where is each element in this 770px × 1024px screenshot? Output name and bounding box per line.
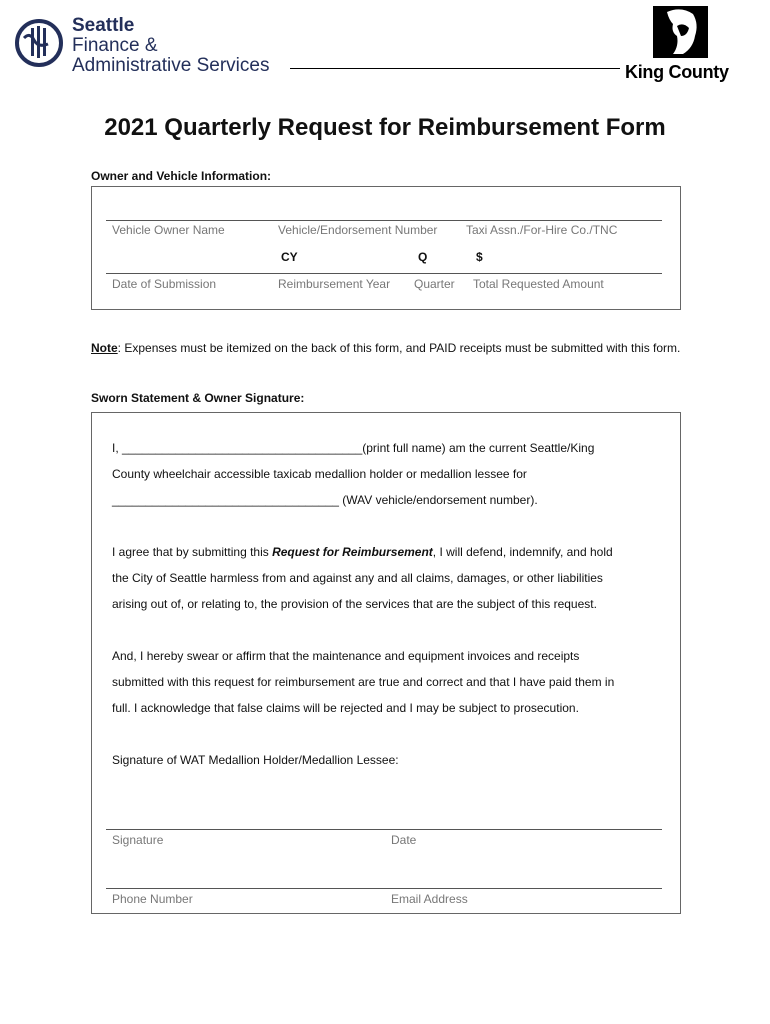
agree-emphasis: Request for Reimbursement — [272, 545, 433, 559]
king-county-logo — [653, 6, 708, 58]
note-label: Note — [91, 341, 118, 355]
seattle-name-line3: Administrative Services — [72, 55, 270, 76]
phone-number-label: Phone Number — [112, 892, 193, 906]
year-prefix: CY — [281, 250, 298, 264]
vehicle-number-label: Vehicle/Endorsement Number — [278, 223, 438, 237]
note-text: : Expenses must be itemized on the back of this form, and PAID receipts must be submitted with this form. — [117, 341, 681, 355]
owner-section-heading: Owner and Vehicle Information: — [91, 169, 272, 183]
date-of-submission-label: Date of Submission — [112, 277, 217, 291]
king-county-name: King County — [625, 62, 729, 82]
signature-heading: Signature of WAT Medallion Holder/Medallion Lessee: — [112, 753, 399, 767]
note-paragraph — [91, 340, 691, 357]
seattle-name-line1: Seattle — [72, 15, 135, 36]
sworn-line-5: the City of Seattle harmless from and against any and all claims, damages, or other liabilities — [112, 571, 603, 585]
taxi-assn-label: Taxi Assn./For-Hire Co./TNC — [466, 223, 618, 237]
owner-name-label: Vehicle Owner Name — [112, 223, 225, 237]
sworn-agree-line — [112, 539, 613, 565]
signature-line[interactable] — [106, 829, 662, 830]
contact-line[interactable] — [106, 888, 662, 889]
sworn-line-3: __________________________________ (WAV vehicle/endorsement number). — [112, 493, 538, 507]
amount-prefix: $ — [476, 250, 483, 264]
email-address-label: Email Address — [391, 892, 468, 906]
agree-before: I agree that by submitting this — [112, 545, 273, 559]
header-divider — [290, 68, 620, 69]
sworn-line-6: arising out of, or relating to, the provision of the services that are the subject of this request. — [112, 597, 597, 611]
agree-after: , I will defend, indemnify, and hold — [432, 545, 613, 559]
date-label: Date — [391, 833, 417, 847]
owner-row2-line[interactable] — [106, 273, 662, 274]
seattle-name-line2: Finance & — [72, 35, 158, 56]
sworn-section-heading: Sworn Statement & Owner Signature: — [91, 391, 305, 405]
form-title: 2021 Quarterly Request for Reimbursement Form — [104, 114, 666, 141]
seattle-logo — [14, 18, 64, 68]
sworn-line-7: And, I hereby swear or affirm that the maintenance and equipment invoices and receipts — [112, 649, 580, 663]
sworn-line-2: County wheelchair accessible taxicab medallion holder or medallion lessee for — [112, 467, 527, 481]
sworn-line-9: full. I acknowledge that false claims will be rejected and I may be subject to prosecution. — [112, 701, 579, 715]
total-amount-label: Total Requested Amount — [473, 277, 604, 291]
sworn-line-8: submitted with this request for reimbursement are true and correct and that I have paid them in — [112, 675, 615, 689]
sworn-line-1: I, ____________________________________(print full name) am the current Seattle/King — [112, 441, 595, 455]
owner-row1-line[interactable] — [106, 220, 662, 221]
reimbursement-year-label: Reimbursement Year — [278, 277, 391, 291]
quarter-prefix: Q — [418, 250, 428, 264]
owner-vehicle-box — [91, 186, 681, 310]
seattle-department-name — [72, 16, 269, 76]
signature-label: Signature — [112, 833, 164, 847]
quarter-label: Quarter — [414, 277, 455, 291]
